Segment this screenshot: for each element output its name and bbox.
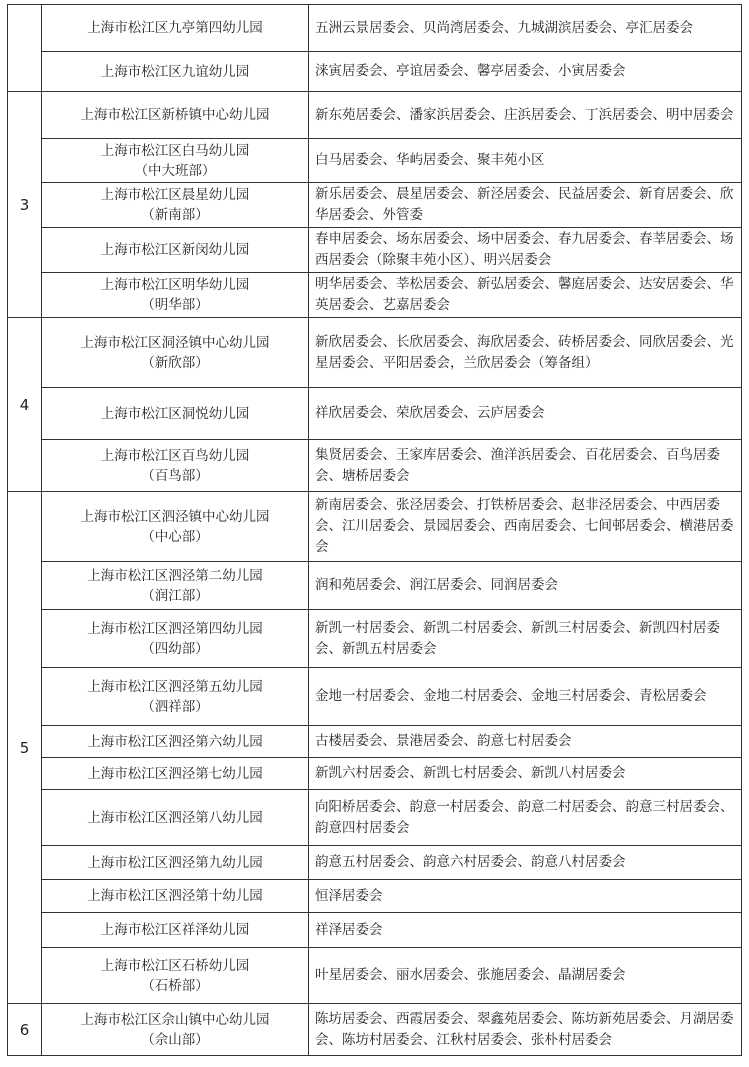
- group-number: 4: [8, 318, 42, 492]
- kindergarten-name: [42, 52, 309, 92]
- kindergarten-campus: （石桥部）: [141, 977, 209, 994]
- kindergarten-title: 上海市松江区泗泾第五幼儿园: [87, 678, 263, 695]
- group-number: 6: [8, 1004, 42, 1056]
- kindergarten-campus: （百鸟部）: [141, 467, 209, 484]
- kindergarten-name: [42, 5, 309, 52]
- table-row: [8, 5, 742, 52]
- kindergarten-name: [42, 758, 309, 790]
- table-row: [8, 846, 742, 880]
- kindergarten-campus: （佘山部）: [141, 1031, 209, 1048]
- table-row: [8, 183, 742, 228]
- kindergarten-title: 上海市松江区新闵幼儿园: [100, 242, 250, 258]
- kindergarten-name: [42, 183, 309, 228]
- kindergarten-title: 上海市松江区泗泾第七幼儿园: [87, 765, 263, 782]
- table-row: [8, 880, 742, 913]
- service-area: 五洲云景居委会、贝尚湾居委会、九城湖滨居委会、亭汇居委会: [309, 5, 742, 52]
- service-area: 新凯六村居委会、新凯七村居委会、新凯八村居委会: [309, 758, 742, 790]
- table-row: [8, 92, 742, 139]
- kindergarten-campus: （润江部）: [141, 587, 209, 604]
- kindergarten-name: [42, 562, 309, 610]
- table-row: [8, 139, 742, 183]
- kindergarten-district-table: [7, 4, 742, 1056]
- kindergarten-title: 上海市松江区泗泾第八幼儿园: [87, 809, 263, 826]
- kindergarten-name: [42, 726, 309, 758]
- service-area: 白马居委会、华屿居委会、聚丰苑小区: [309, 139, 742, 183]
- kindergarten-title: 上海市松江区泗泾镇中心幼儿园: [80, 508, 270, 525]
- kindergarten-title: 上海市松江区泗泾第六幼儿园: [87, 733, 263, 750]
- kindergarten-title: 上海市松江区百鸟幼儿园: [100, 447, 250, 464]
- kindergarten-title: 上海市松江区泗泾第二幼儿园: [87, 567, 263, 584]
- kindergarten-campus: （四幼部）: [141, 640, 209, 657]
- kindergarten-name: [42, 913, 309, 948]
- group-number: [8, 5, 42, 92]
- kindergarten-title: 上海市松江区洞悦幼儿园: [100, 405, 250, 422]
- kindergarten-name: [42, 388, 309, 440]
- kindergarten-title: 上海市松江区新桥镇中心幼儿园: [80, 107, 270, 123]
- kindergarten-name: [42, 790, 309, 846]
- service-area: 韵意五村居委会、韵意六村居委会、韵意八村居委会: [309, 846, 742, 880]
- table-row: [8, 388, 742, 440]
- table-row: [8, 668, 742, 726]
- kindergarten-campus: （中大班部）: [134, 162, 216, 179]
- kindergarten-campus: （中心部）: [141, 528, 209, 545]
- kindergarten-name: [42, 92, 309, 139]
- kindergarten-name: [42, 492, 309, 562]
- table-row: [8, 440, 742, 492]
- table-row: [8, 562, 742, 610]
- kindergarten-name: [42, 139, 309, 183]
- group-number: 3: [8, 92, 42, 318]
- table-row: [8, 913, 742, 948]
- table-row: [8, 610, 742, 668]
- kindergarten-name: [42, 1004, 309, 1056]
- kindergarten-name: [42, 318, 309, 388]
- service-area: 春申居委会、场东居委会、场中居委会、春九居委会、春莘居委会、场西居委会（除聚丰苑小区）、明兴居委会: [309, 228, 742, 273]
- service-area: 古楼居委会、景港居委会、韵意七村居委会: [309, 726, 742, 758]
- kindergarten-name: [42, 948, 309, 1004]
- kindergarten-name: [42, 880, 309, 913]
- table-row: [8, 273, 742, 318]
- kindergarten-name: [42, 273, 309, 318]
- kindergarten-campus: （新欣部）: [141, 354, 209, 371]
- kindergarten-title: 上海市松江区九谊幼儿园: [100, 63, 250, 80]
- table-row: [8, 228, 742, 273]
- table-row: [8, 726, 742, 758]
- kindergarten-name: [42, 228, 309, 273]
- service-area: 新欣居委会、长欣居委会、海欣居委会、砖桥居委会、同欣居委会、光星居委会、平阳居委会，兰欣居委会（筹备组）: [309, 318, 742, 388]
- kindergarten-name: [42, 440, 309, 492]
- table-row: [8, 948, 742, 1004]
- service-area: 新乐居委会、晨星居委会、新泾居委会、民益居委会、新育居委会、欣华居委会、外管委: [309, 183, 742, 228]
- kindergarten-title: 上海市松江区晨星幼儿园: [100, 187, 250, 203]
- kindergarten-title: 上海市松江区泗泾第四幼儿园: [87, 620, 263, 637]
- kindergarten-title: 上海市松江区九亭第四幼儿园: [87, 20, 263, 36]
- kindergarten-title: 上海市松江区石桥幼儿园: [100, 957, 250, 974]
- table-row: [8, 318, 742, 388]
- kindergarten-title: 上海市松江区泗泾第九幼儿园: [87, 854, 263, 871]
- table-row: [8, 758, 742, 790]
- service-area: 明华居委会、莘松居委会、新弘居委会、馨庭居委会、达安居委会、华英居委会、艺嘉居委会: [309, 273, 742, 318]
- kindergarten-title: 上海市松江区佘山镇中心幼儿园: [80, 1011, 270, 1028]
- kindergarten-title: 上海市松江区洞泾镇中心幼儿园: [80, 334, 270, 351]
- service-area: 金地一村居委会、金地二村居委会、金地三村居委会、青松居委会: [309, 668, 742, 726]
- kindergarten-title: 上海市松江区白马幼儿园: [100, 142, 250, 159]
- kindergarten-campus: （明华部）: [141, 297, 209, 313]
- service-area: 叶星居委会、丽水居委会、张施居委会、晶湖居委会: [309, 948, 742, 1004]
- service-area: 新南居委会、张泾居委会、打铁桥居委会、赵非泾居委会、中西居委会、江川居委会、景园居委会、西南居委会、七间邨居委会、横港居委会: [309, 492, 742, 562]
- kindergarten-campus: （泗祥部）: [141, 698, 209, 715]
- service-area: 恒泽居委会: [309, 880, 742, 913]
- service-area: 新东苑居委会、潘家浜居委会、庄浜居委会、丁浜居委会、明中居委会: [309, 92, 742, 139]
- service-area: 新凯一村居委会、新凯二村居委会、新凯三村居委会、新凯四村居委会、新凯五村居委会: [309, 610, 742, 668]
- service-area: 涞寅居委会、亭谊居委会、馨亭居委会、小寅居委会: [309, 52, 742, 92]
- kindergarten-campus: （新南部）: [141, 207, 209, 223]
- service-area: 祥泽居委会: [309, 913, 742, 948]
- service-area: 向阳桥居委会、韵意一村居委会、韵意二村居委会、韵意三村居委会、韵意四村居委会: [309, 790, 742, 846]
- table-row: [8, 492, 742, 562]
- kindergarten-name: [42, 610, 309, 668]
- kindergarten-name: [42, 668, 309, 726]
- table-row: [8, 1004, 742, 1056]
- table-row: [8, 790, 742, 846]
- kindergarten-title: 上海市松江区泗泾第十幼儿园: [87, 888, 263, 904]
- kindergarten-title: 上海市松江区祥泽幼儿园: [100, 922, 250, 938]
- service-area: 润和苑居委会、润江居委会、同润居委会: [309, 562, 742, 610]
- kindergarten-title: 上海市松江区明华幼儿园: [100, 277, 250, 293]
- table-row: [8, 52, 742, 92]
- service-area: 集贤居委会、王家库居委会、渔洋浜居委会、百花居委会、百鸟居委会、塘桥居委会: [309, 440, 742, 492]
- group-number: 5: [8, 492, 42, 1004]
- service-area: 祥欣居委会、荣欣居委会、云庐居委会: [309, 388, 742, 440]
- service-area: 陈坊居委会、西霞居委会、翠鑫苑居委会、陈坊新苑居委会、月湖居委会、陈坊村居委会、江秋村居委会、张朴村居委会: [309, 1004, 742, 1056]
- kindergarten-name: [42, 846, 309, 880]
